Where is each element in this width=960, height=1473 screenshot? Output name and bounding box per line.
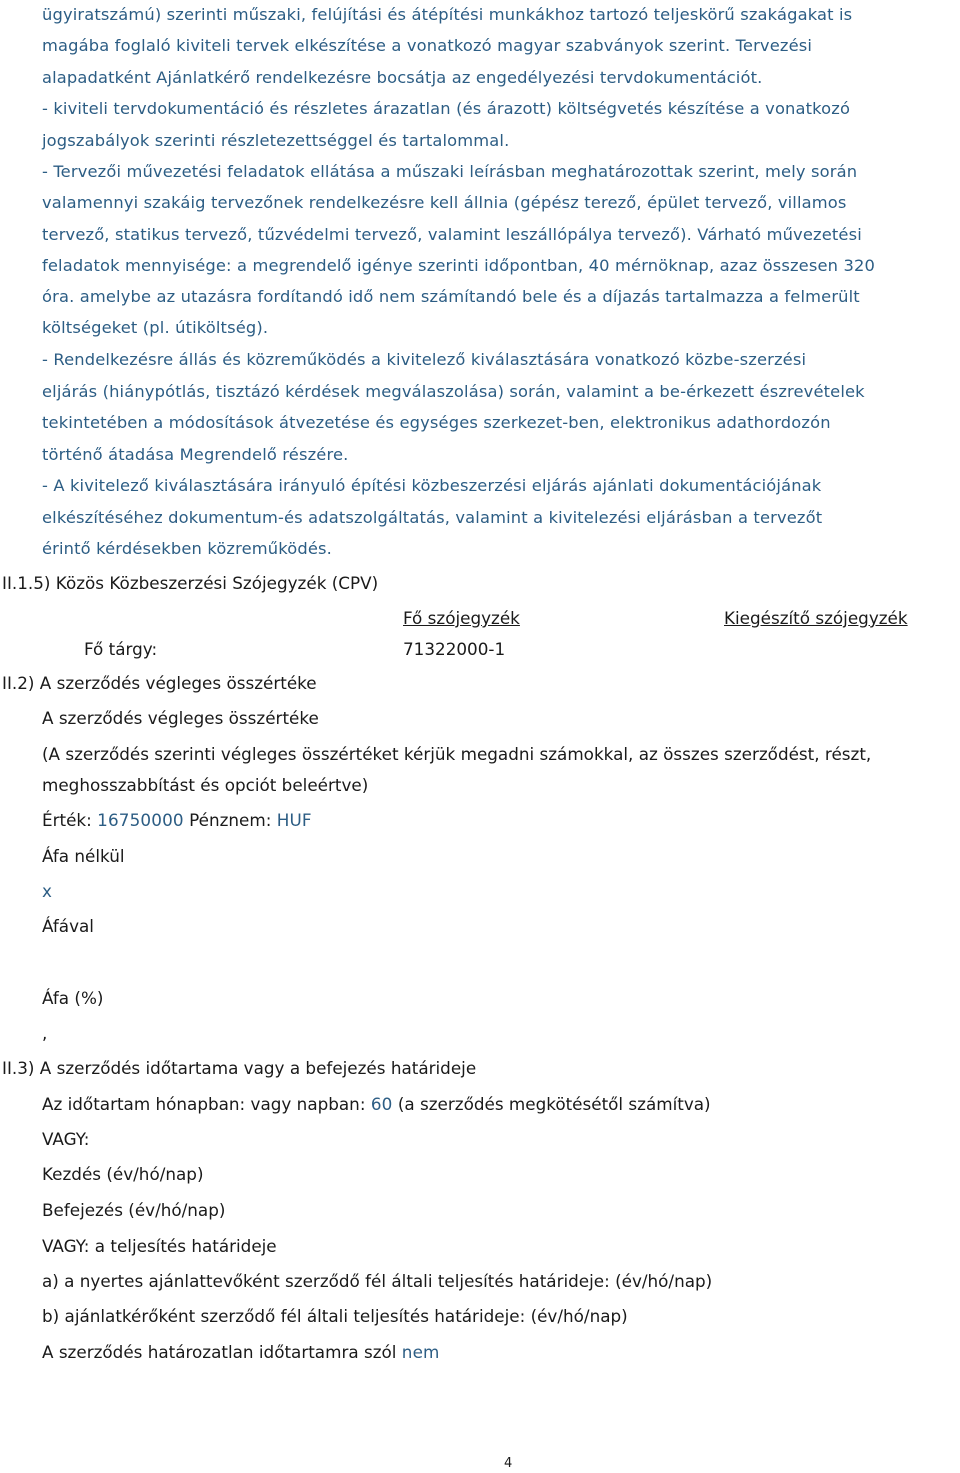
cpv-heading: II.1.5) Közös Közbeszerzési Szójegyzék (CPV): [2, 573, 379, 593]
cpv-main-vocabulary-header: Fő szójegyzék: [403, 608, 520, 628]
vat-percent-value: ,: [42, 1023, 48, 1043]
description-line: elkészítéséhez dokumentum-és adatszolgáltatás, valamint a kivitelezési eljárásban a tervezőt: [42, 508, 823, 527]
vat-percent-label: Áfa (%): [42, 988, 104, 1008]
value-section-heading: II.2) A szerződés végleges összértéke: [2, 673, 317, 693]
value-note-line: meghosszabbítást és opciót beleértve): [42, 775, 369, 795]
value-note-line: (A szerződés szerinti végleges összértéket kérjük megadni számokkal, az összes szerződést, részt,: [42, 744, 872, 764]
description-line: eljárás (hiánypótlás, tisztázó kérdések megválaszolása) során, valamint a be-érkezett észrevételek: [42, 382, 865, 401]
or-label: VAGY:: [42, 1129, 90, 1149]
description-line: jogszabályok szerinti részletezettséggel és tartalommal.: [42, 131, 510, 150]
description-line: tervező, statikus tervező, tűzvédelmi tervező, valamint leszállópálya tervező). Várható művezetési: [42, 225, 862, 244]
cpv-main-object-code: 71322000-1: [403, 639, 506, 659]
description-line: feladatok mennyisége: a megrendelő igénye szerinti időpontban, 40 mérnöknap, azaz összesen 320: [42, 256, 875, 275]
vat-excluded-label: Áfa nélkül: [42, 846, 125, 866]
vat-excluded-mark: x: [42, 881, 53, 901]
duration-section-heading: II.3) A szerződés időtartama vagy a befejezés határideje: [2, 1058, 477, 1078]
description-line: magába foglaló kiviteli tervek elkészítése a vonatkozó magyar szabványok szerint. Tervezési: [42, 36, 813, 55]
description-line: - A kivitelező kiválasztására irányuló építési közbeszerzési eljárás ajánlati dokumentációjának: [42, 476, 822, 495]
description-line: történő átadása Megrendelő részére.: [42, 445, 349, 464]
currency-label: Pénznem:: [189, 810, 272, 830]
start-date-label: Kezdés (év/hó/nap): [42, 1164, 204, 1184]
duration-value: 60: [370, 1094, 393, 1114]
duration-label: Az időtartam hónapban: vagy napban:: [42, 1094, 366, 1114]
indefinite-value: nem: [401, 1342, 440, 1362]
description-line: alapadatként Ajánlatkérő rendelkezésre bocsátja az engedélyezési tervdokumentációt.: [42, 68, 763, 87]
description-line: - kiviteli tervdokumentáció és részletes árazatlan (és árazott) költségvetés készítése a vonatkozó: [42, 99, 851, 118]
vat-included-label: Áfával: [42, 916, 94, 936]
duration-row: [42, 1092, 711, 1116]
or-deadline-label: VAGY: a teljesítés határideje: [42, 1236, 277, 1256]
description-line: tekintetében a módosítások átvezetése és egységes szerkezet-ben, elektronikus adathordozón: [42, 413, 831, 432]
description-line: óra. amelybe az utazásra fordítandó idő nem számítandó bele és a díjazás tartalmazza a felmerült: [42, 287, 860, 306]
cpv-supplementary-vocabulary-header: Kiegészítő szójegyzék: [724, 608, 908, 628]
description-line: - Tervezői művezetési feladatok ellátása a műszaki leírásban meghatározottak szerint, mely során: [42, 162, 858, 181]
description-line: valamennyi szakáig tervezőnek rendelkezésre kell állnia (gépész terező, épület tervező, villamos: [42, 193, 847, 212]
description-line: - Rendelkezésre állás és közreműködés a kivitelező kiválasztására vonatkozó közbe-szerzési: [42, 350, 807, 369]
description-line: érintő kérdésekben közreműködés.: [42, 539, 332, 558]
duration-note: (a szerződés megkötésétől számítva): [397, 1094, 711, 1114]
description-line: ügyiratszámú) szerinti műszaki, felújítási és átépítési munkákhoz tartozó teljeskörű szakágakat is: [42, 5, 853, 24]
end-date-label: Befejezés (év/hó/nap): [42, 1200, 226, 1220]
page-number: 4: [504, 1456, 513, 1471]
value-subheading: A szerződés végleges összértéke: [42, 708, 319, 728]
value-label: Érték:: [42, 810, 92, 830]
value-amount: 16750000: [97, 810, 184, 830]
currency-value: HUF: [276, 810, 312, 830]
deadline-a-label: a) a nyertes ajánlattevőként szerződő fél általi teljesítés határideje: (év/hó/nap): [42, 1271, 713, 1291]
indefinite-row: [42, 1340, 440, 1364]
value-row: [42, 808, 312, 832]
description-line: költségeket (pl. útiköltség).: [42, 318, 269, 337]
deadline-b-label: b) ajánlatkérőként szerződő fél általi teljesítés határideje: (év/hó/nap): [42, 1306, 628, 1326]
indefinite-label: A szerződés határozatlan időtartamra szól: [42, 1342, 397, 1362]
cpv-main-object-label: Fő tárgy:: [84, 639, 158, 659]
